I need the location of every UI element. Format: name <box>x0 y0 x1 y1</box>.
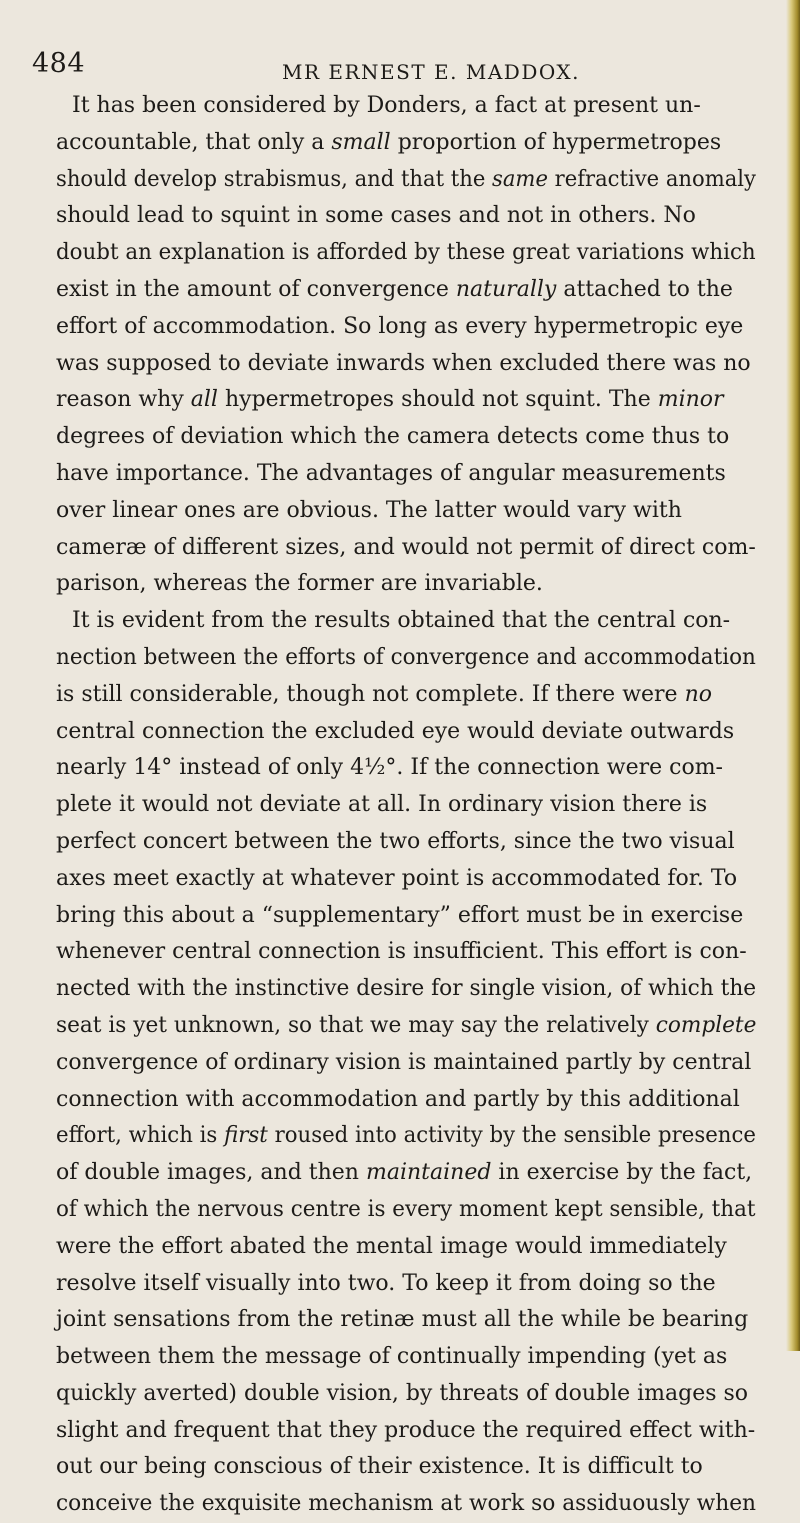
text-segment: resolve itself visually into two. To keep it from doing so the <box>56 1270 716 1296</box>
text-line <box>56 787 756 824</box>
italic-text: minor <box>657 387 724 413</box>
text-segment: conceive the exquisite mechanism at work so assiduously when <box>56 1491 757 1517</box>
text-line <box>56 198 756 235</box>
text-segment: whenever central connection is insufficient. This effort is con- <box>56 939 747 965</box>
text-line <box>56 566 756 603</box>
text-line <box>56 750 756 787</box>
text-segment: is still considerable, though not complete. If there were <box>56 681 685 707</box>
text-segment: connection with accommodation and partly by this additional <box>56 1086 740 1112</box>
italic-text: naturally <box>455 276 557 302</box>
text-segment: degrees of deviation which the camera detects come thus to <box>56 424 730 450</box>
text-line <box>56 125 756 162</box>
text-segment: central connection the excluded eye would deviate outwards <box>56 718 735 744</box>
text-line <box>56 1008 757 1045</box>
text-segment: between them the message of continually impending (yet as <box>56 1344 728 1370</box>
text-line <box>56 1339 756 1376</box>
text-segment: hypermetropes should not squint. The <box>217 387 658 413</box>
text-segment: joint sensations from the retinæ must all the while be bearing <box>56 1307 749 1333</box>
text-line <box>56 235 756 272</box>
italic-text: same <box>492 166 548 192</box>
text-line <box>56 530 756 567</box>
text-line <box>56 971 757 1008</box>
text-line <box>56 603 756 640</box>
text-segment: out our being conscious of their existence. It is difficult to <box>56 1454 703 1480</box>
italic-text: complete <box>655 1012 757 1038</box>
text-line <box>56 309 756 346</box>
text-segment: convergence of ordinary vision is maintained partly by central <box>56 1049 752 1075</box>
text-segment: accountable, that only a <box>56 129 332 155</box>
text-segment: plete it would not deviate at all. In ordinary vision there is <box>56 792 708 818</box>
text-line <box>56 272 756 309</box>
text-line <box>56 934 756 971</box>
text-segment: It has been considered by Donders, a fact at present un- <box>72 93 701 118</box>
text-segment: perfect concert between the two efforts, since the two visual <box>56 828 735 854</box>
text-segment: reason why <box>56 387 191 413</box>
text-segment: should develop strabismus, and that the <box>56 166 493 192</box>
text-segment: have importance. The advantages of angular measurements <box>56 460 726 486</box>
text-line <box>56 1302 756 1339</box>
text-segment: should lead to squint in some cases and not in others. No <box>56 203 696 229</box>
text-segment: nection between the efforts of convergence and accommodation <box>56 644 756 670</box>
text-segment: nearly 14° instead of only 4½°. If the connection were com- <box>56 755 723 781</box>
text-segment: cameræ of different sizes, and would not permit of direct com- <box>56 534 756 560</box>
text-segment: nected with the instinctive desire for single vision, of which the <box>56 976 757 1002</box>
page-edge <box>786 0 800 1351</box>
text-line <box>56 1045 756 1082</box>
text-line <box>56 1449 756 1486</box>
text-line <box>56 88 756 125</box>
text-line <box>56 1413 756 1450</box>
text-segment: effort, which is <box>56 1123 225 1149</box>
text-line <box>56 898 756 935</box>
text-line <box>56 1155 756 1192</box>
text-line <box>56 861 756 898</box>
italic-text: first <box>224 1123 268 1149</box>
text-segment: over linear ones are obvious. The latter would vary with <box>56 497 682 523</box>
text-segment: roused into activity by the sensible presence <box>267 1123 756 1149</box>
text-line <box>56 1082 756 1119</box>
text-line <box>56 1229 756 1266</box>
italic-text: maintained <box>365 1160 492 1186</box>
body-text <box>56 88 756 1523</box>
italic-text: all <box>190 387 218 413</box>
text-line <box>56 824 756 861</box>
text-segment: was supposed to deviate inwards when excluded there was no <box>56 350 751 376</box>
text-line <box>56 419 756 456</box>
text-line <box>56 456 756 493</box>
text-segment: attached to the <box>556 276 733 302</box>
text-segment: effort of accommodation. So long as every hypermetropic eye <box>56 313 744 339</box>
text-segment: proportion of hypermetropes <box>390 129 722 155</box>
running-head: MR ERNEST E. MADDOX. <box>282 60 580 84</box>
text-line <box>56 1486 757 1523</box>
text-segment: were the effort abated the mental image would immediately <box>56 1233 727 1259</box>
text-line <box>56 1266 756 1303</box>
text-segment: of double images, and then <box>56 1160 366 1186</box>
text-segment: exist in the amount of convergence <box>56 276 456 302</box>
text-line <box>56 493 756 530</box>
text-segment: quickly averted) double vision, by threats of double images so <box>56 1380 749 1406</box>
text-line <box>56 162 756 199</box>
text-segment: refractive anomaly <box>547 166 756 192</box>
page-number: 484 <box>32 48 86 79</box>
text-segment: doubt an explanation is afforded by these great variations which <box>56 240 756 266</box>
italic-text: small <box>331 129 391 155</box>
text-line <box>56 640 756 677</box>
text-line <box>56 1192 756 1229</box>
text-segment: It is evident from the results obtained that the central con- <box>72 608 731 634</box>
page-header <box>32 48 760 88</box>
text-segment: seat is yet unknown, so that we may say the relatively <box>56 1012 656 1038</box>
text-line <box>56 677 756 714</box>
text-segment: axes meet exactly at whatever point is accommodated for. To <box>56 865 738 891</box>
text-line <box>56 382 756 419</box>
text-segment: in exercise by the fact, <box>491 1160 753 1186</box>
text-segment: bring this about a “supplementary” effort must be in exercise <box>56 902 744 928</box>
text-line <box>56 714 756 751</box>
text-line <box>56 1376 756 1413</box>
text-line <box>56 1118 756 1155</box>
text-line <box>56 346 756 383</box>
text-segment: slight and frequent that they produce the required effect with- <box>56 1417 756 1443</box>
text-segment: of which the nervous centre is every moment kept sensible, that <box>56 1196 756 1222</box>
text-segment: parison, whereas the former are invariable. <box>56 571 543 597</box>
italic-text: no <box>684 681 712 707</box>
